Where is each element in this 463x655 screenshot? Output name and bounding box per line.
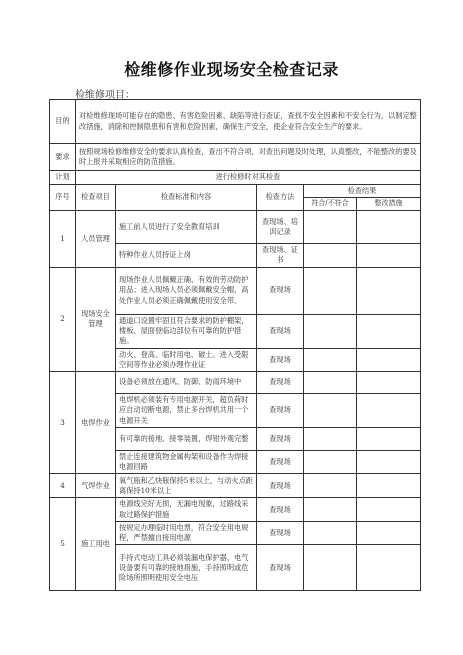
row-content: 氧气瓶和乙炔瓶保持5米以上，与动火点距离保持10米以上 [116,474,257,498]
table-row [50,211,421,244]
row-conform [304,244,357,267]
table-row [50,498,421,521]
plan-label: 计划 [50,171,76,185]
row-conform [304,394,357,428]
purpose-text: 对检维修现场可能存在的隐患、有害危险因素、缺陷等进行查证，查找不安全因素和不安全行为，以制定整改措施，消除和控制隐患和有害和危险因素，确保生产安全，使企业符合安全生产的要求。 [76,100,421,144]
row-conform [304,498,357,521]
section-seq: 4 [50,474,76,498]
row-content: 通道口设置牢固且符合要求的防护棚架，楼板、屋面登临边部位有可靠的防护措施。 [116,314,257,348]
row-rectify [357,451,421,474]
row-content: 电焊机必须装有专用电源开关，超负荷时应自动切断电源，禁止多台焊机共用一个电源开关 [116,394,257,428]
section-seq: 2 [50,267,76,371]
row-rectify [357,314,421,348]
row-conform [304,521,357,544]
header-rectify: 整改措施 [357,198,421,211]
document-title: 检维修作业现场安全检查记录 [124,60,339,79]
row-rectify [357,521,421,544]
section-seq: 5 [50,498,76,591]
table-row [50,474,421,498]
purpose-row [50,100,421,144]
row-rectify [357,394,421,428]
header-seq: 序号 [50,185,76,211]
section-item: 施工用电 [76,498,116,591]
header-standard: 检查标准和内容 [116,185,257,211]
requirement-text: 按照规场检修维修安全的要求认真检查，查出不符合项，对查出问题及时处理，认真整改，不能整改的要及时上报并采取相应的防范措施。 [76,144,421,171]
section-item: 电焊作业 [76,372,116,474]
section-item: 气焊作业 [76,474,116,498]
row-content: 禁止连接建筑物金属构架和设备作为焊接电源回路 [116,451,257,474]
row-method: 查现场、证书 [257,244,304,267]
row-conform [304,267,357,314]
row-rectify [357,348,421,371]
section-item: 人员管理 [76,211,116,267]
row-rectify [357,474,421,498]
row-conform [304,428,357,451]
row-conform [304,348,357,371]
row-content: 电源线完好无损，无漏电现象，过路线采取过路保护措施 [116,498,257,521]
row-conform [304,372,357,394]
row-method: 查现场 [257,267,304,314]
row-content: 特种作业人员持证上岗 [116,244,257,267]
section-seq: 1 [50,211,76,267]
row-rectify [357,428,421,451]
row-content: 有可靠的接地、接零装置，焊钳外观完整 [116,428,257,451]
requirement-label: 要求 [50,144,76,171]
plan-text: 进行检修时对其检查 [76,171,421,185]
row-content: 按规定办理临时用电票，符合安全用电规程，严禁擅自接用电源 [116,521,257,544]
table-row [50,267,421,314]
row-rectify [357,244,421,267]
plan-row [50,171,421,185]
header-conform: 符合/不符合 [304,198,357,211]
row-content: 设备必须放在通风、防御、防雨环境中 [116,372,257,394]
header-row [50,185,421,198]
project-label: 检维修项目： [75,90,135,101]
row-method: 查现场 [257,474,304,498]
requirement-row [50,144,421,171]
row-method: 查现场 [257,348,304,371]
row-content: 施工前人员进行了安全教育培训 [116,211,257,244]
row-method: 查现场 [257,545,304,591]
row-conform [304,211,357,244]
row-conform [304,545,357,591]
row-content: 动火、登高、临时用电、破土、进入受限空间等作业必须办理作业证 [116,348,257,371]
row-conform [304,314,357,348]
row-method: 查现场 [257,498,304,521]
row-rectify [357,267,421,314]
row-rectify [357,545,421,591]
row-conform [304,474,357,498]
table-row [50,372,421,394]
row-method: 查现场 [257,428,304,451]
row-conform [304,451,357,474]
row-method: 查现场 [257,394,304,428]
row-content: 现场作业人员佩戴正确、有效的劳动防护用品；进入现场人员必须佩戴安全帽，高处作业人员必须正确佩戴使用安全带。 [116,267,257,314]
row-method: 查现场 [257,521,304,544]
row-rectify [357,372,421,394]
row-rectify [357,211,421,244]
header-method: 检查方法 [257,185,304,211]
row-rectify [357,498,421,521]
row-method: 查现场 [257,451,304,474]
inspection-table [49,99,421,591]
header-item: 检查项目 [76,185,116,211]
header-result: 检查结果 [304,185,421,198]
section-item: 现场安全管理 [76,267,116,371]
row-method: 查现场 [257,314,304,348]
purpose-label: 目的 [50,100,76,144]
row-method: 查现场 [257,372,304,394]
row-content: 手持式电动工具必须装漏电保护器，电气设备要有可靠的接地措施，手持照明或危险场所照明使用安全电压 [116,545,257,591]
section-seq: 3 [50,372,76,474]
row-method: 查现场、培训记录 [257,211,304,244]
